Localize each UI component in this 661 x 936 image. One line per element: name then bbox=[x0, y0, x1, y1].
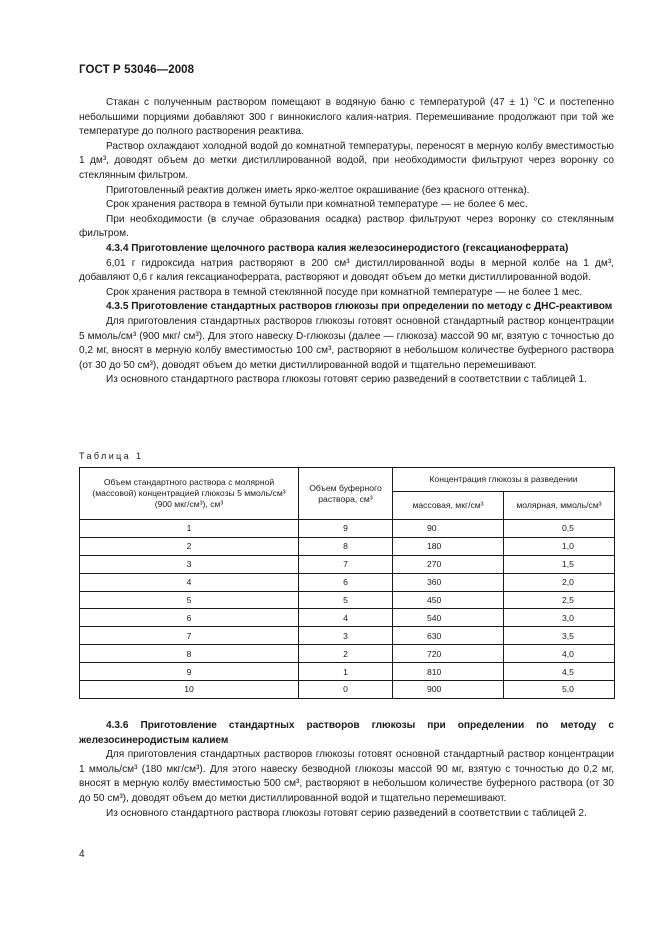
table-row bbox=[80, 520, 615, 538]
paragraph: Для приготовления стандартных растворов глюкозы готовят основной стандартный раствор концентрации 1 ммоль/см³ (180 мкг/см³). Для этого навеску безводной глюкозы массой 90 мг, взятую с точностью до 0,2 мг, вносят в мерную колбу вместимостью 500 см³, растворяют в небольшом количестве буферного раствора (от 30 до 50 см³), доводят объем до метки дистиллированной водой и тщательно перемешивают. bbox=[79, 749, 614, 804]
paragraph: Из основного стандартного раствора глюкозы готовят серию разведений в соответствии с таблицей 1. bbox=[106, 374, 587, 386]
dilution-table bbox=[79, 467, 615, 699]
section-text-bottom bbox=[79, 719, 614, 821]
table-cell: 10 bbox=[80, 681, 299, 699]
table-cell: 90 bbox=[393, 520, 504, 538]
table-cell: 2 bbox=[80, 537, 299, 555]
table-row bbox=[80, 591, 615, 609]
table-cell: 9 bbox=[299, 520, 393, 538]
paragraph: Срок хранения раствора в темной бутыли при комнатной температуре — не более 6 мес. bbox=[106, 199, 528, 211]
table-cell: 810 bbox=[393, 663, 504, 681]
table-cell: 720 bbox=[393, 645, 504, 663]
table-row bbox=[80, 537, 615, 555]
section-heading-4-3-5: 4.3.5 Приготовление стандартных растворов глюкозы при определении по методу с ДНС-реактивом bbox=[106, 301, 613, 313]
table-caption: Таблица 1 bbox=[79, 451, 144, 461]
table-cell: 4 bbox=[299, 609, 393, 627]
paragraph: Стакан с полученным раствором помещают в водяную баню с температурой (47 ± 1) °С и постепенно небольшими порциями добавляют 300 г виннокислого калия-натрия. Перемешивание продолжают при той же температуре до полного растворения реактива. bbox=[79, 97, 614, 138]
table-cell: 8 bbox=[80, 645, 299, 663]
paragraph: Приготовленный реактив должен иметь ярко-желтое окрашивание (без красного оттенка). bbox=[106, 184, 530, 196]
paragraph: Из основного стандартного раствора глюкозы готовят серию разведений в соответствии с таблицей 2. bbox=[106, 807, 587, 819]
section-heading-4-3-6: 4.3.6 Приготовление стандартных растворов глюкозы при определении по методу с железосинеродистым калием bbox=[79, 720, 614, 746]
table-cell: 3,0 bbox=[504, 609, 615, 627]
column-group-header: Концентрация глюкозы в разведении bbox=[393, 468, 615, 492]
column-header: массовая, мкг/см³ bbox=[393, 492, 504, 520]
section-text-top bbox=[79, 96, 614, 388]
table-cell: 5 bbox=[299, 591, 393, 609]
table-cell: 1 bbox=[299, 663, 393, 681]
table-row bbox=[80, 627, 615, 645]
table-cell: 7 bbox=[299, 555, 393, 573]
table-cell: 4 bbox=[80, 573, 299, 591]
table-cell: 4,5 bbox=[504, 663, 615, 681]
table-cell: 7 bbox=[80, 627, 299, 645]
table-cell: 8 bbox=[299, 537, 393, 555]
table-cell: 0 bbox=[299, 681, 393, 699]
column-header: Объем буферного раствора, см³ bbox=[299, 468, 393, 520]
table-cell: 2,0 bbox=[504, 573, 615, 591]
paragraph: Срок хранения раствора в темной стеклянной посуде при комнатной температуре — не более 1 мес. bbox=[106, 286, 583, 298]
table-cell: 630 bbox=[393, 627, 504, 645]
table-cell: 3,5 bbox=[504, 627, 615, 645]
table-row bbox=[80, 573, 615, 591]
paragraph: При необходимости (в случае образования осадка) раствор фильтруют через воронку со стеклянным фильтром. bbox=[79, 213, 614, 240]
table-row bbox=[80, 609, 615, 627]
table-cell: 6 bbox=[80, 609, 299, 627]
table-cell: 0,5 bbox=[504, 520, 615, 538]
paragraph: Для приготовления стандартных растворов глюкозы готовят основной стандартный раствор концентрации 5 ммоль/см³ (900 мкг/ см³). Для этого навеску D-глюкозы (далее — глюкоза) массой 90 мг, взятую с точностью до 0,2 мг, вносят в мерную колбу вместимостью 100 см³, растворяют в небольшом количестве буферного раствора (от 30 до 50 см³), доводят объем до метки дистиллированной водой и тщательно перемешивают. bbox=[79, 315, 614, 371]
table-cell: 540 bbox=[393, 609, 504, 627]
column-header: Объем стандартного раствора с молярной (массовой) концентрацией глюкозы 5 ммоль/см³ (900 мкг/см³), см³ bbox=[80, 468, 299, 520]
paragraph: 6,01 г гидроксида натрия растворяют в 200 см³ дистиллированной воды в мерной колбе на 1 дм³, добавляют 0,6 г калия гексацианоферрата, растворяют и доводят объем до метки дистиллированной водой. bbox=[79, 257, 614, 284]
table-row bbox=[80, 555, 615, 573]
table-cell: 1 bbox=[80, 520, 299, 538]
table-cell: 2,5 bbox=[504, 591, 615, 609]
column-header: молярная, ммоль/см³ bbox=[504, 492, 615, 520]
table-cell: 3 bbox=[299, 627, 393, 645]
table-cell: 4,0 bbox=[504, 645, 615, 663]
table-cell: 9 bbox=[80, 663, 299, 681]
table-cell: 450 bbox=[393, 591, 504, 609]
table-cell: 1,5 bbox=[504, 555, 615, 573]
page-number: 4 bbox=[79, 849, 85, 860]
table-row bbox=[80, 663, 615, 681]
table-cell: 900 bbox=[393, 681, 504, 699]
table-row bbox=[80, 681, 615, 699]
table-cell: 5,0 bbox=[504, 681, 615, 699]
document-header: ГОСТ Р 53046—2008 bbox=[79, 64, 195, 76]
table-cell: 5 bbox=[80, 591, 299, 609]
table-cell: 360 bbox=[393, 573, 504, 591]
paragraph: Раствор охлаждают холодной водой до комнатной температуры, переносят в мерную колбу вместимостью 1 дм³, доводят объем до метки дистиллированной водой, при необходимости фильтруют через воронку со стеклянным фильтром. bbox=[79, 140, 614, 181]
table-row bbox=[80, 645, 615, 663]
table-cell: 270 bbox=[393, 555, 504, 573]
table-cell: 3 bbox=[80, 555, 299, 573]
table-cell: 180 bbox=[393, 537, 504, 555]
table-cell: 2 bbox=[299, 645, 393, 663]
table-cell: 6 bbox=[299, 573, 393, 591]
table-cell: 1,0 bbox=[504, 537, 615, 555]
section-heading-4-3-4: 4.3.4 Приготовление щелочного раствора калия железосинеродистого (гексацианоферрата) bbox=[106, 242, 569, 254]
